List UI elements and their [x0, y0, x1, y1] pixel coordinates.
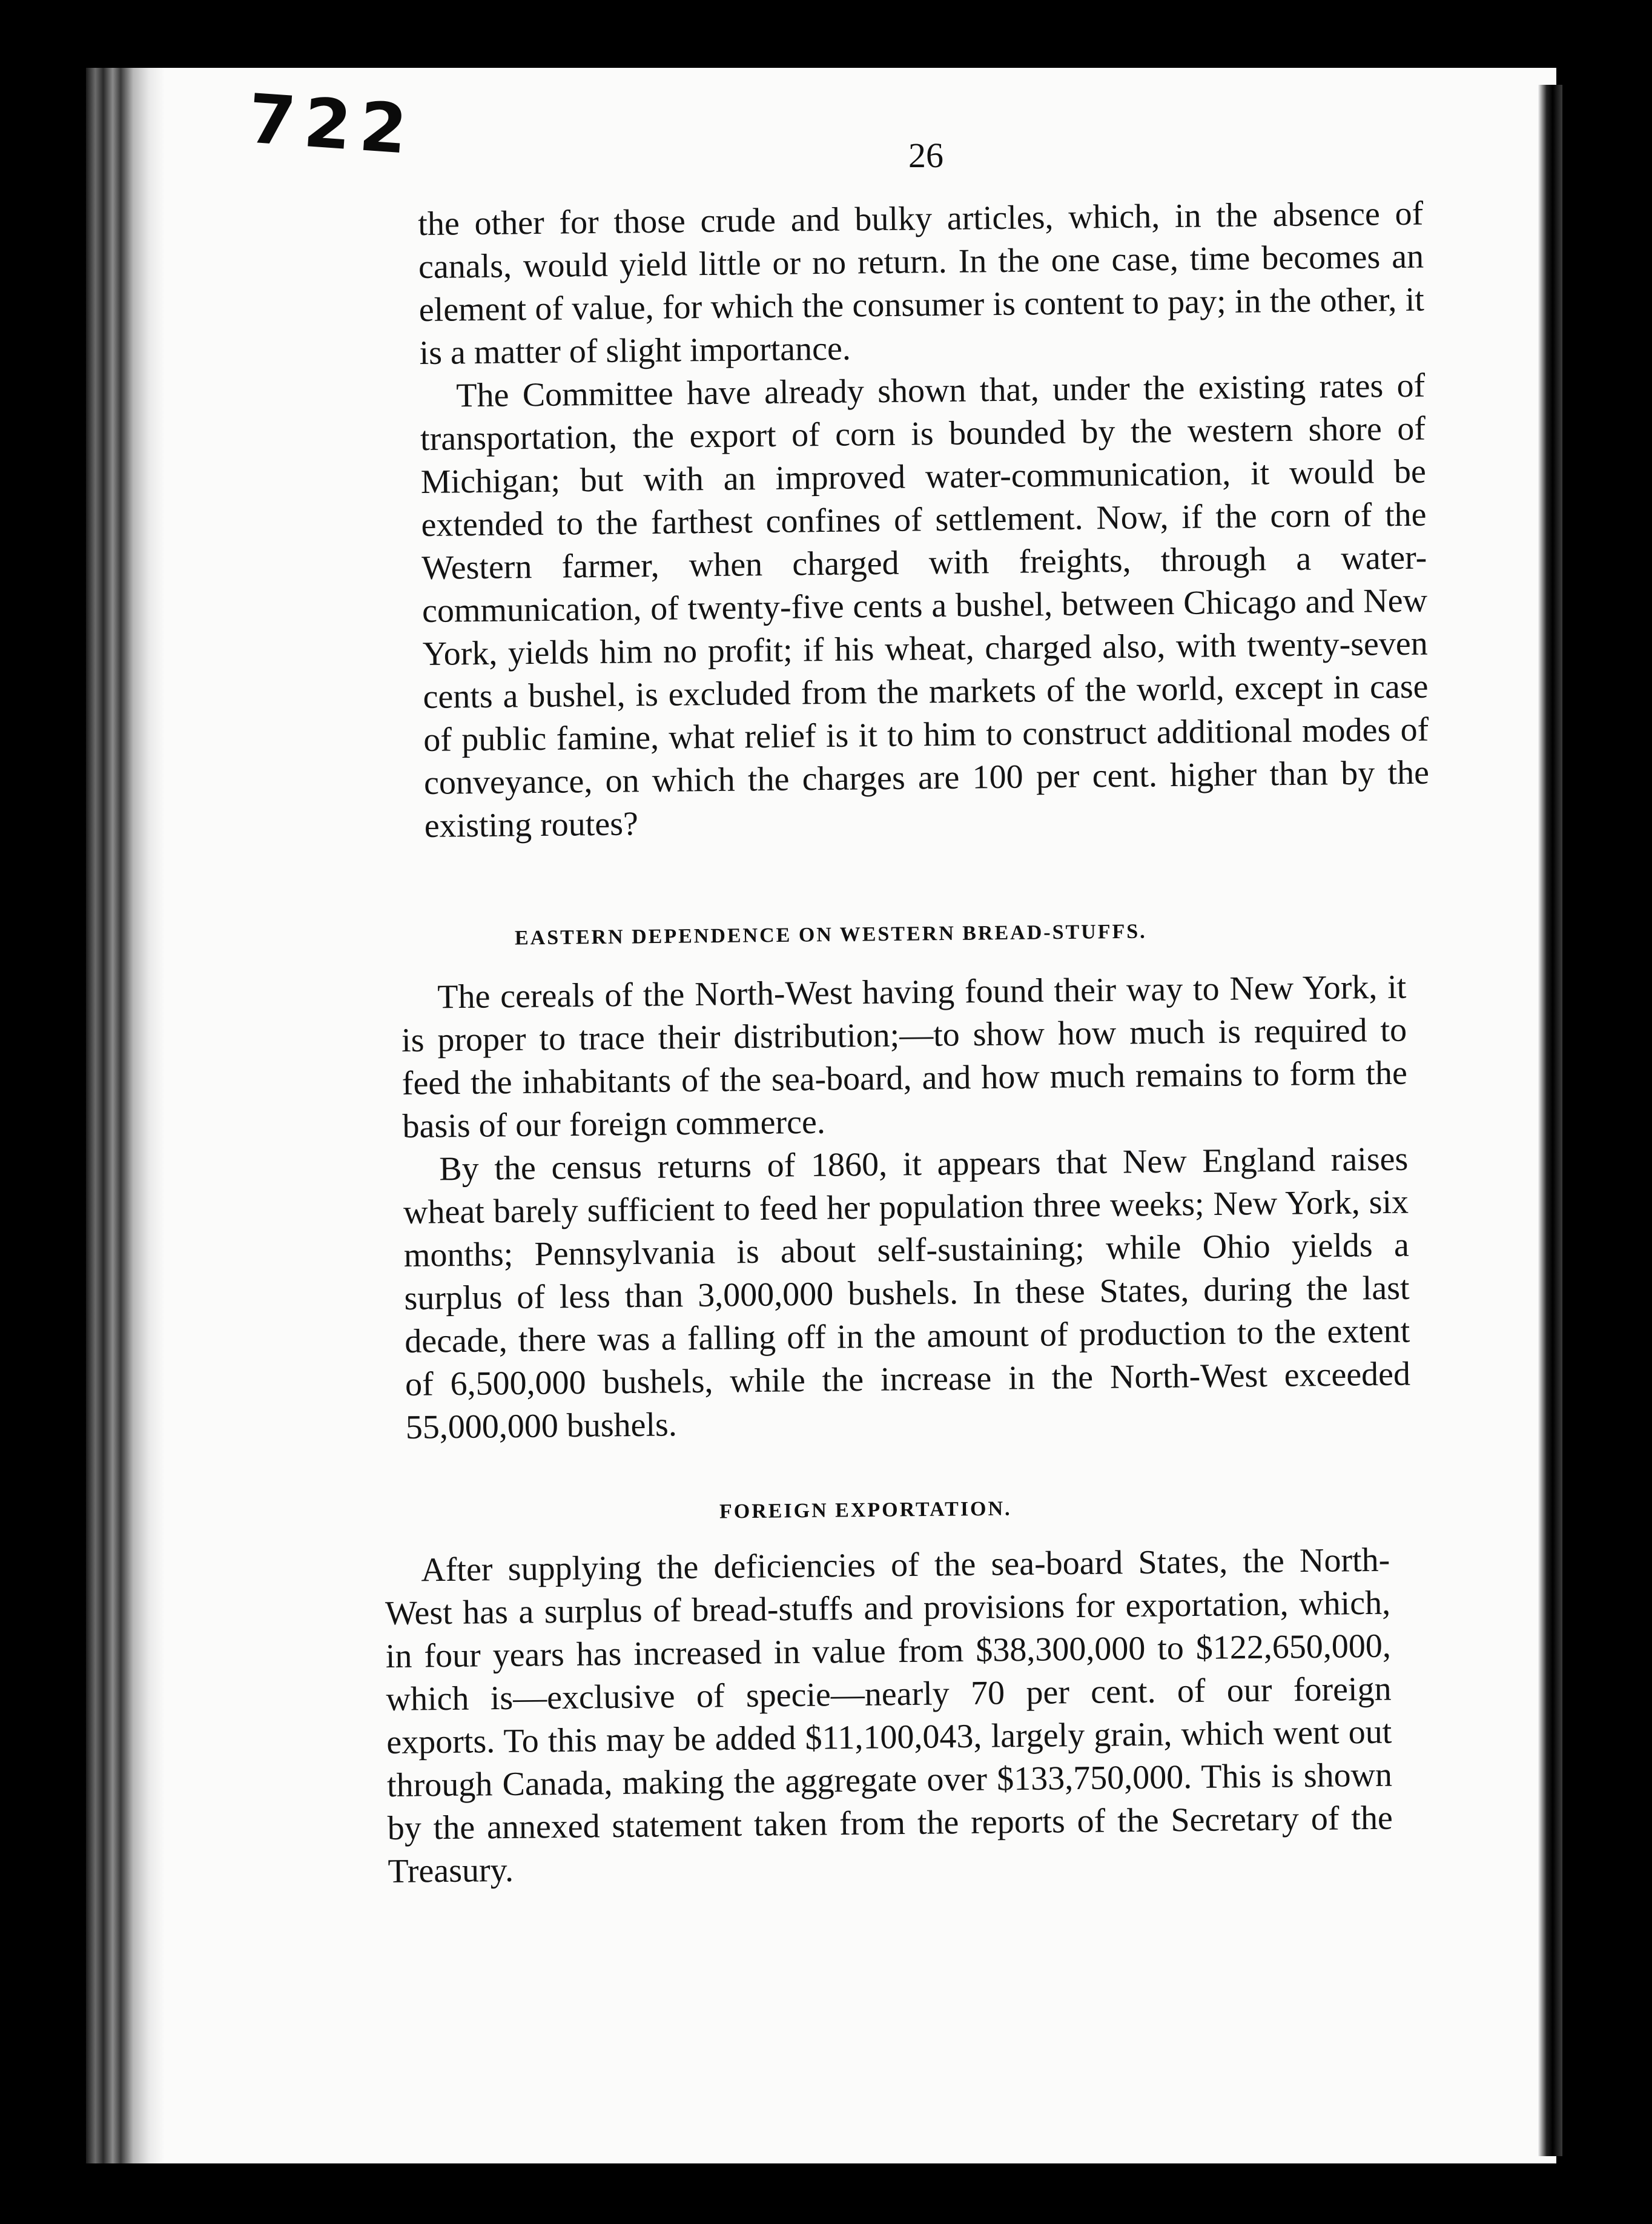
paragraph: By the census returns of 1860, it appears that New England raises wheat barely sufficient to feed her population three weeks; New York, six months; Pennsylvania is about self-sustaining; while Ohio yields a surplus of less than 3,000,000 bushels. In these States, during the last decade, there was a falling off in the amount of production to the extent of 6,500,000 bushels, while the increase in the North-West exceeded 55,000,000 bushels. [403, 1140, 1411, 1446]
section-2-text [401, 966, 1411, 1449]
handwritten-mark: 722 [245, 79, 418, 170]
section-heading-foreign-exportation: FOREIGN EXPORTATION. [719, 1497, 1012, 1523]
paragraph: After supplying the deficiencies of the sea-board States, the North-West has a surplus of bread-stuffs and provisions for exportation, which, in four years has increased in value from $38,300,000 to $122,650,000, which is—exclusive of specie—nearly 70 per cent. of our foreign exports. To this may be added $11,100,043, largely grain, which went out through Canada, making the aggregate over $133,750,000. This is shown by the annexed statement taken from the reports of the Secretary of the Treasury. [385, 1541, 1393, 1890]
paragraph: The Committee have already shown that, under the existing rates of transportation, the export of corn is bounded by the western shore of Michigan; but with an improved water-communication, it would be extended to the farthest confines of settlement. Now, if the corn of the Western farmer, when charged with freights, through a water-communication, of twenty-five cents a bushel, between Chicago and New York, yields him no profit; if his wheat, charged also, with twenty-seven cents a bushel, is excluded from the markets of the world, except in case of public famine, what relief is it to him to construct additional modes of conveyance, on which the charges are 100 per cent. higher than by the existing routes? [420, 366, 1430, 845]
section-heading-eastern-dependence: EASTERN DEPENDENCE ON WESTERN BREAD-STUFFS. [514, 920, 1147, 950]
book-gutter [86, 68, 165, 2163]
paragraph: the other for those crude and bulky articles, which, in the absence of canals, would yield little or no return. In the one case, time becomes an element of value, for which the consumer is content to pay; in the other, it is a matter of slight importance. [418, 194, 1425, 372]
section-3-text [385, 1539, 1393, 1893]
page-number: 26 [908, 136, 943, 175]
page-edge-shadow [1538, 85, 1562, 2156]
paragraph: The cereals of the North-West having found their way to New York, it is proper to trace their distribution;—to show how much is required to feed the inhabitants of the sea-board, and how much remains to form the basis of our foreign commerce. [401, 968, 1408, 1145]
section-1-text [418, 193, 1430, 848]
